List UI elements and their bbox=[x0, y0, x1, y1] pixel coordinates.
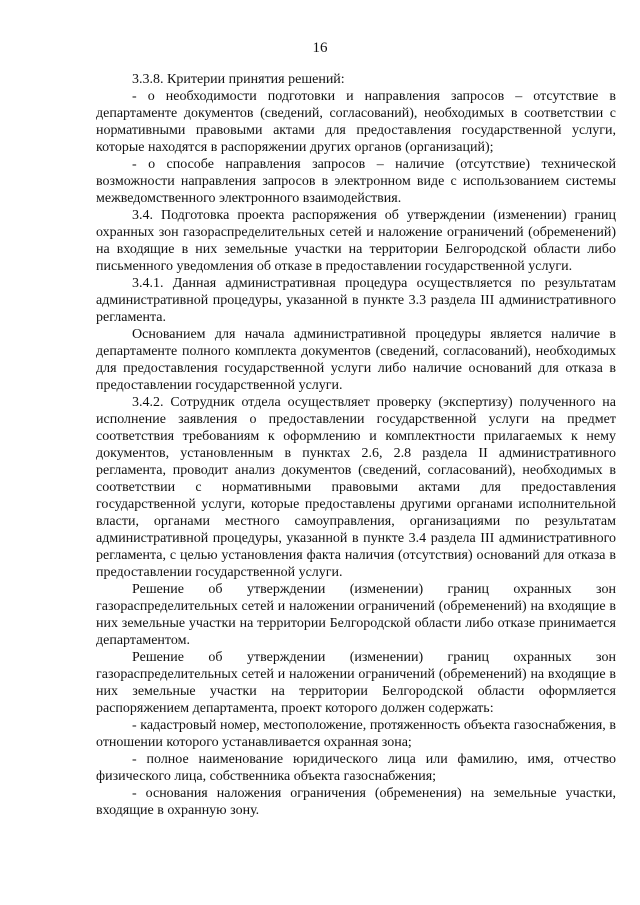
paragraph-section-3-4-2: 3.4.2. Сотрудник отдела осуществляет проверку (экспертизу) полученного на исполнение заявления о предоставлении государственной услуги на предмет соответствия требованиям к оформлению и комплектности прилагаемых к нему документов, установленным в пунктах 2.6, 2.8 раздела II административного регламента, проводит анализ документов (сведений, согласований), необходимых в соответствии с нормативными правовыми актами для предоставления государственной услуги, которые предоставлены другими органами исполнительной власти, органами местного самоуправления, организациями по результатам административной процедуры, указанной в пункте 3.4 раздела III административного регламента, с целью установления факта наличия (отсутствия) оснований для отказа в предоставлении государственной услуги. bbox=[96, 395, 616, 580]
paragraph-criteria-requests-method: - о способе направления запросов – наличие (отсутствие) технической возможности направления запросов в электронном виде с использованием системы межведомственного электронного взаимодействия. bbox=[96, 157, 616, 206]
paragraph-criteria-heading: 3.3.8. Критерии принятия решений: bbox=[132, 72, 345, 87]
paragraph-procedure-basis: Основанием для начала административной процедуры является наличие в департаменте полного комплекта документов (сведений, согласований), необходимых для предоставления государственной услуги либо наличие оснований для отказа в предоставлении государственной услуги. bbox=[96, 327, 616, 393]
paragraph-decision-form: Решение об утверждении (изменении) границ охранных зон газораспределительных сетей и наложении ограничений (обременений) на входящие в них земельные участки на территории Белгородской области оформляется распоряжением департамента, проект которого должен содержать: bbox=[96, 650, 616, 716]
paragraph-section-3-4-1: 3.4.1. Данная административная процедура осуществляется по результатам административной процедуры, указанной в пункте 3.3 раздела III административного регламента. bbox=[96, 276, 616, 325]
paragraph-list-owner: - полное наименование юридического лица или фамилию, имя, отчество физического лица, собственника объекта газоснабжения; bbox=[96, 752, 616, 784]
paragraph-criteria-requests-need: - о необходимости подготовки и направления запросов – отсутствие в департаменте документов (сведений, согласований), необходимых в соответствии с нормативными правовыми актами для предоставления государственной услуги, которые находятся в распоряжении других органов (организаций); bbox=[96, 89, 616, 155]
page-number: 16 bbox=[312, 40, 328, 56]
paragraph-section-3-4: 3.4. Подготовка проекта распоряжения об утверждении (изменении) границ охранных зон газораспределительных сетей и наложение ограничений (обременений) на входящие в них земельные участки на территории Белгородской области либо письменного уведомления об отказе в предоставлении государственной услуги. bbox=[96, 208, 616, 274]
paragraph-list-cadastral: - кадастровый номер, местоположение, протяженность объекта газоснабжения, в отношении которого устанавливается охранная зона; bbox=[96, 718, 616, 750]
document-body bbox=[96, 71, 616, 819]
paragraph-list-grounds: - основания наложения ограничения (обременения) на земельные участки, входящие в охранную зону. bbox=[96, 786, 616, 818]
paragraph-decision-authority: Решение об утверждении (изменении) границ охранных зон газораспределительных сетей и наложении ограничений (обременений) на входящие в них земельные участки на территории Белгородской области либо отказе принимается департаментом. bbox=[96, 582, 616, 648]
